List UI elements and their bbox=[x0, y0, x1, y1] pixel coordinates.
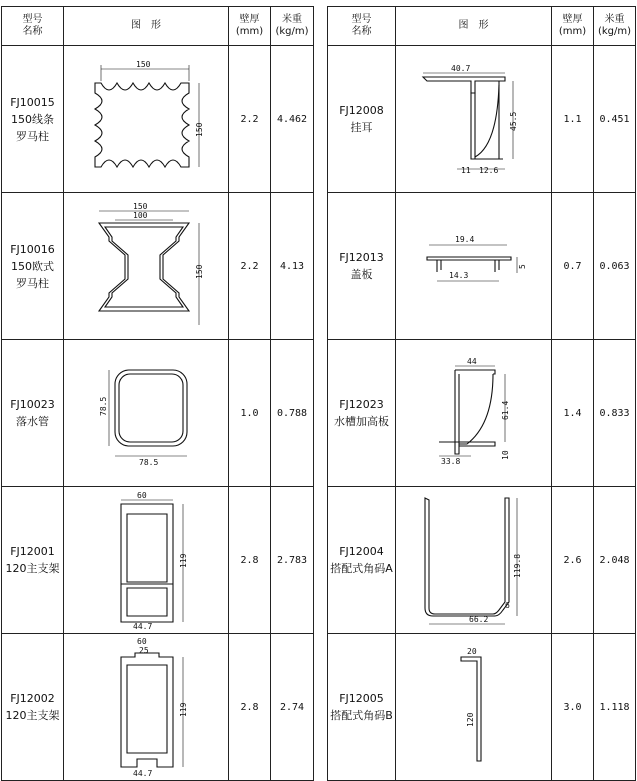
weight-cell: 4.462 bbox=[271, 46, 314, 193]
model-code: FJ12013 bbox=[339, 251, 384, 264]
thickness-cell: 1.4 bbox=[552, 340, 594, 487]
model-code: FJ12002 bbox=[10, 692, 55, 705]
table-row bbox=[2, 634, 314, 781]
weight-cell: 2.048 bbox=[594, 487, 636, 634]
table-row bbox=[328, 634, 636, 781]
model-cell bbox=[2, 487, 64, 634]
right-spec-table bbox=[327, 6, 636, 781]
model-cell bbox=[328, 340, 396, 487]
weight-cell: 2.74 bbox=[271, 634, 314, 781]
weight-cell: 1.118 bbox=[594, 634, 636, 781]
dim-label: 25 bbox=[139, 646, 149, 655]
model-cell bbox=[328, 46, 396, 193]
weight-cell: 4.13 bbox=[271, 193, 314, 340]
model-code: FJ12004 bbox=[339, 545, 384, 558]
dim-label: 44.7 bbox=[133, 622, 153, 630]
profile-drawing bbox=[396, 634, 552, 781]
profile-drawing bbox=[396, 487, 552, 634]
header-weight: 米重 (kg/m) bbox=[271, 7, 314, 46]
dim-label: 10 bbox=[500, 450, 510, 460]
profile-drawing bbox=[64, 193, 229, 340]
dim-label: 61.4 bbox=[500, 400, 510, 420]
dim-label: 14.3 bbox=[448, 271, 468, 280]
header-model: 型号 名称 bbox=[328, 7, 396, 46]
thickness-cell: 2.2 bbox=[229, 193, 271, 340]
dim-label: 12.6 bbox=[478, 166, 498, 175]
weight-cell: 0.788 bbox=[271, 340, 314, 487]
thickness-cell: 2.8 bbox=[229, 634, 271, 781]
model-name: 搭配式角码B bbox=[330, 709, 393, 722]
dim-label: 45.5 bbox=[508, 111, 518, 131]
dim-label: 33.8 bbox=[440, 457, 460, 466]
model-name: 挂耳 bbox=[350, 121, 373, 134]
left-spec-table bbox=[1, 6, 314, 781]
thickness-cell: 1.0 bbox=[229, 340, 271, 487]
weight-cell: 0.451 bbox=[594, 46, 636, 193]
dim-label: 6 bbox=[504, 601, 510, 610]
model-code: FJ10016 bbox=[10, 242, 55, 256]
dim-label: 150 bbox=[195, 122, 204, 137]
model-name: 盖板 bbox=[350, 268, 373, 281]
dim-label: 5 bbox=[517, 264, 527, 269]
dim-label: 150 bbox=[133, 202, 148, 211]
profile-drawing bbox=[64, 340, 229, 487]
table-row bbox=[328, 340, 636, 487]
model-name: 120主支架 bbox=[5, 562, 60, 575]
header-row bbox=[328, 7, 636, 46]
profile-drawing bbox=[396, 46, 552, 193]
dim-label: 66.2 bbox=[468, 615, 488, 624]
profile-drawing bbox=[396, 340, 552, 487]
dim-label: 150 bbox=[195, 264, 204, 279]
header-thickness: 壁厚 (mm) bbox=[552, 7, 594, 46]
header-thickness: 壁厚 (mm) bbox=[229, 7, 271, 46]
model-name: 落水管 bbox=[16, 415, 49, 428]
table-row bbox=[328, 487, 636, 634]
model-code: FJ12008 bbox=[339, 104, 384, 117]
dim-label: 100 bbox=[133, 211, 148, 220]
profile-drawing bbox=[64, 487, 229, 634]
model-cell bbox=[328, 487, 396, 634]
model-cell bbox=[2, 634, 64, 781]
thickness-cell: 1.1 bbox=[552, 46, 594, 193]
dim-label: 20 bbox=[466, 647, 477, 656]
weight-cell: 2.783 bbox=[271, 487, 314, 634]
dim-label: 11 bbox=[460, 166, 471, 175]
header-figure: 图 形 bbox=[396, 7, 552, 46]
model-code: FJ12005 bbox=[339, 692, 384, 705]
model-cell bbox=[2, 46, 64, 193]
dim-label: 119.8 bbox=[512, 553, 522, 578]
dim-label: 40.7 bbox=[450, 64, 470, 73]
model-cell bbox=[328, 634, 396, 781]
model-name: 水槽加高板 bbox=[334, 415, 389, 428]
model-cell bbox=[2, 340, 64, 487]
model-name: 150线条 罗马柱 bbox=[11, 112, 54, 143]
profile-drawing bbox=[396, 193, 552, 340]
header-row bbox=[2, 7, 314, 46]
model-name: 120主支架 bbox=[5, 709, 60, 722]
model-cell bbox=[328, 193, 396, 340]
table-row bbox=[328, 193, 636, 340]
dim-label: 120 bbox=[465, 712, 475, 727]
dim-label: 119 bbox=[179, 553, 188, 568]
table-row bbox=[2, 193, 314, 340]
header-figure: 图 形 bbox=[64, 7, 229, 46]
table-row bbox=[2, 487, 314, 634]
dim-label: 119 bbox=[179, 702, 188, 717]
dim-label: 60 bbox=[137, 637, 147, 646]
profile-drawing bbox=[64, 634, 229, 781]
model-code: FJ12001 bbox=[10, 545, 55, 558]
profile-drawing bbox=[64, 46, 229, 193]
thickness-cell: 2.6 bbox=[552, 487, 594, 634]
model-name: 150欧式 罗马柱 bbox=[11, 259, 54, 290]
thickness-cell: 2.8 bbox=[229, 487, 271, 634]
model-code: FJ10015 bbox=[10, 95, 55, 109]
dim-label: 78.5 bbox=[139, 458, 159, 467]
header-weight: 米重 (kg/m) bbox=[594, 7, 636, 46]
model-code: FJ12023 bbox=[339, 398, 384, 411]
dim-label: 60 bbox=[137, 491, 147, 500]
model-cell bbox=[2, 193, 64, 340]
thickness-cell: 3.0 bbox=[552, 634, 594, 781]
dim-label: 19.4 bbox=[454, 235, 474, 244]
dim-label: 44 bbox=[466, 358, 477, 366]
thickness-cell: 2.2 bbox=[229, 46, 271, 193]
table-row bbox=[2, 340, 314, 487]
dim-label: 44.7 bbox=[133, 769, 153, 777]
weight-cell: 0.833 bbox=[594, 340, 636, 487]
model-name: 搭配式角码A bbox=[330, 562, 393, 575]
weight-cell: 0.063 bbox=[594, 193, 636, 340]
dim-label: 150 bbox=[136, 60, 151, 69]
thickness-cell: 0.7 bbox=[552, 193, 594, 340]
table-row bbox=[328, 46, 636, 193]
table-row bbox=[2, 46, 314, 193]
header-model: 型号 名称 bbox=[2, 7, 64, 46]
dim-label: 78.5 bbox=[99, 396, 108, 416]
model-code: FJ10023 bbox=[10, 398, 55, 411]
